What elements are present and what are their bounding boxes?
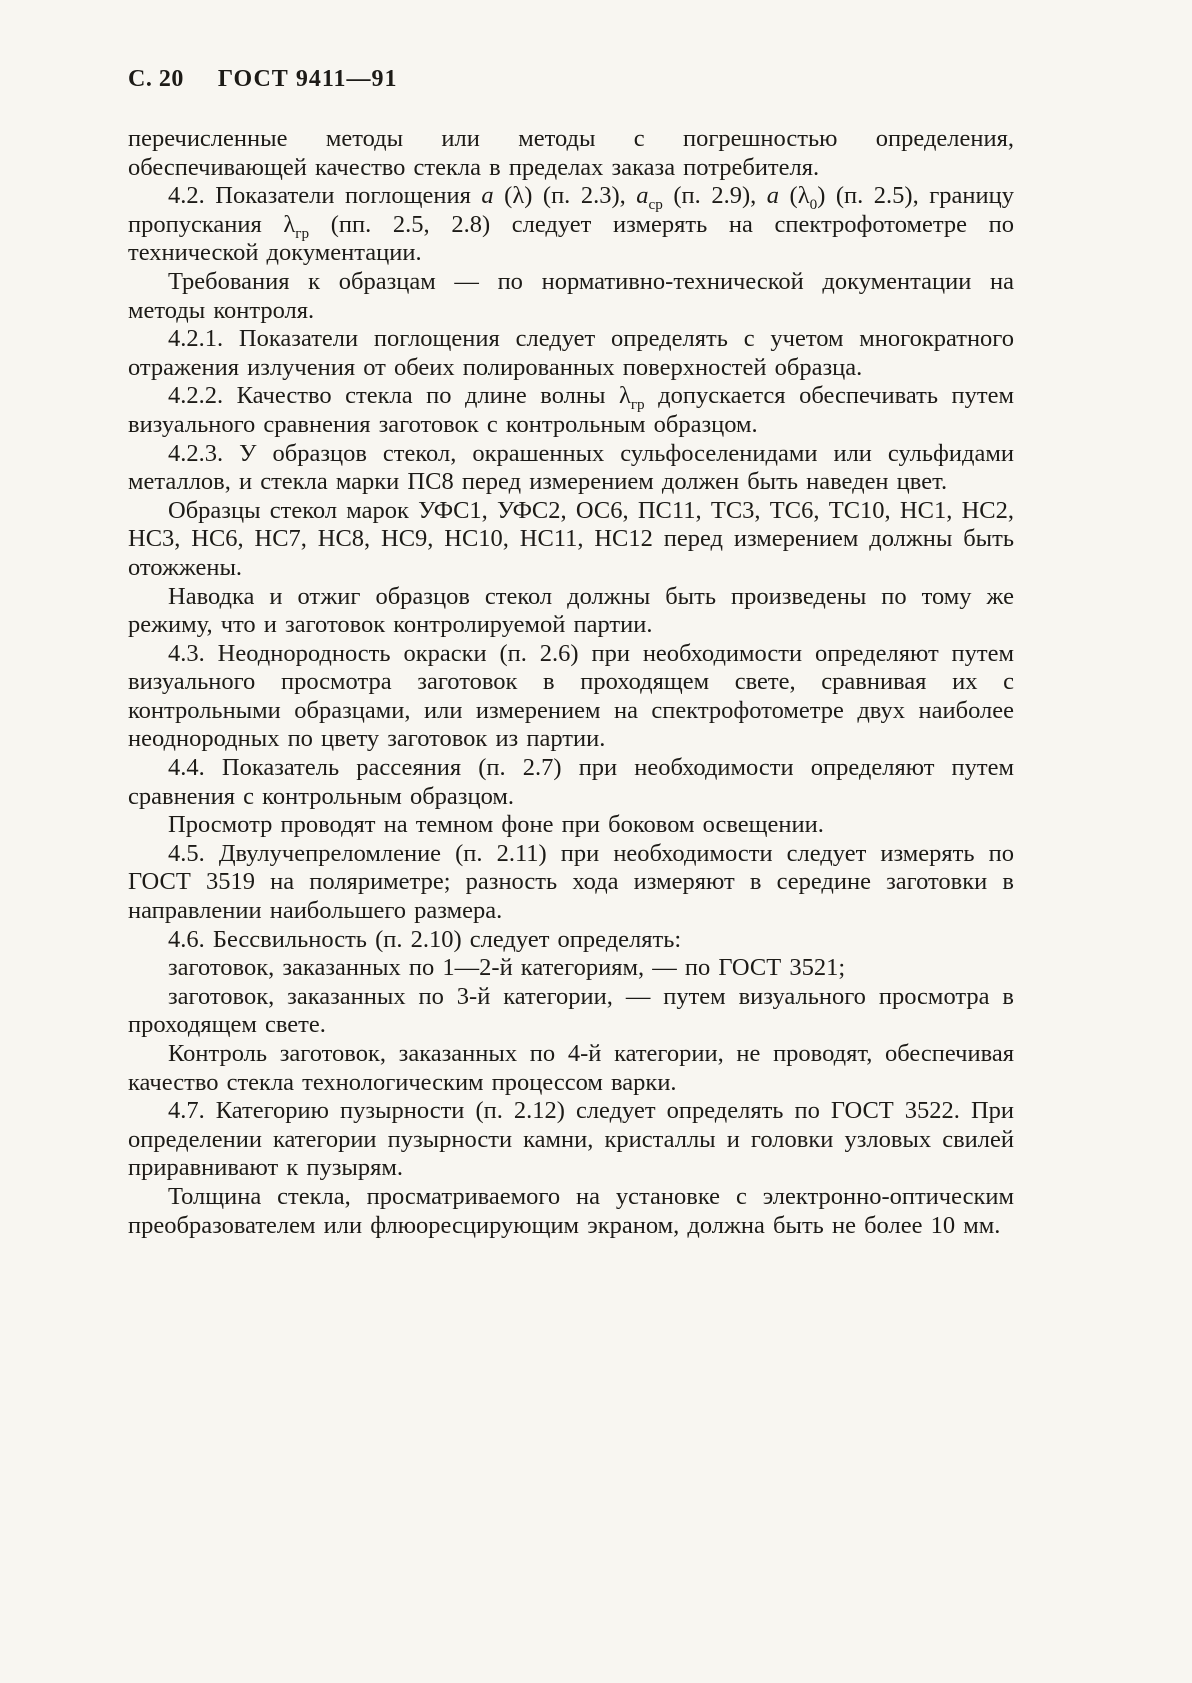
text-run: 4.2.3. У образцов стекол, окрашенных сульфоселенидами или сульфидами металлов, и стекла марки ПС8 перед измерением должен быть наведен цвет.: [128, 439, 1014, 496]
paragraph: [128, 1183, 1014, 1240]
text-run: Образцы стекол марок УФС1, УФС2, ОС6, ПС11, ТС3, ТС6, ТС10, НС1, НС2, НС3, НС6, НС7, НС8, НС9, НС10, НС11, НС12 перед измерением должны быть отожжены.: [128, 496, 1014, 581]
paragraph: [128, 640, 1014, 754]
text-run: (λ: [779, 182, 810, 210]
text-run: Контроль заготовок, заказанных по 4-й категории, не проводят, обеспечивая качество стекла технологическим процессом варки.: [128, 1040, 1014, 1096]
text-run: (пп. 2.5, 2.8) следует измерять на спектрофотометре по технической документации.: [128, 210, 1015, 267]
subscript-text: ср: [648, 196, 663, 214]
text-run: (λ) (п. 2.3),: [493, 182, 637, 210]
paragraph: [128, 440, 1014, 497]
text-run: 4.4. Показатель рассеяния (п. 2.7) при необходимости определяют путем сравнения с контрольным образцом.: [128, 754, 1014, 810]
text-run: a: [481, 182, 494, 210]
text-run: ) (п. 2.5), границу пропускания λ: [128, 182, 1014, 238]
subscript-text: 0: [809, 196, 818, 214]
text-run: 4.3. Неоднородность окраски (п. 2.6) при необходимости определяют путем визуального просмотра заготовок в проходящем свете, сравнивая их с контрольными образцами, или измерением на спектрофотометре двух наиболее неоднородных по цвету заготовок из партии.: [128, 639, 1014, 753]
text-run: заготовок, заказанных по 3-й категории, — путем визуального просмотра в проходящем свете.: [128, 982, 1014, 1039]
paragraph: [128, 497, 1014, 583]
text-run: перечисленные методы или методы с погрешностью определения, обеспечивающей качество стекла в пределах заказа потребителя.: [128, 125, 1014, 181]
text-run: допускается обеспечивать путем визуального сравнения заготовок с контрольным образцом.: [128, 382, 1014, 438]
text-run: 4.2.1. Показатели поглощения следует определять с учетом многократного отражения излучения от обеих полированных поверхностей образца.: [128, 325, 1014, 381]
text-run: 4.6. Бессвильность (п. 2.10) следует определять:: [168, 925, 682, 953]
page-number: С. 20: [128, 66, 184, 92]
page-header: [128, 66, 1014, 93]
paragraph: [128, 1097, 1014, 1183]
text-run: 4.2. Показатели поглощения: [168, 182, 482, 210]
paragraph: [128, 926, 1014, 955]
page-content: [128, 66, 1014, 1240]
paragraph: [128, 382, 1014, 439]
paragraph: [128, 583, 1014, 640]
document-number: ГОСТ 9411—91: [217, 66, 398, 92]
paragraph: [128, 325, 1014, 382]
text-run: 4.2.2. Качество стекла по длине волны λ: [168, 382, 631, 410]
text-run: 4.5. Двулучепреломление (п. 2.11) при необходимости следует измерять по ГОСТ 3519 на поляриметре; разность хода измеряют в середине заготовки в направлении наибольшего размера.: [128, 839, 1014, 925]
text-run: Просмотр проводят на темном фоне при боковом освещении.: [168, 811, 824, 839]
text-run: (п. 2.9),: [662, 182, 767, 210]
paragraph: [128, 811, 1014, 840]
text-run: a: [636, 182, 649, 210]
text-run: заготовок, заказанных по 1—2-й категориям, — по ГОСТ 3521;: [168, 954, 846, 982]
text-run: a: [766, 182, 780, 210]
subscript-text: гр: [295, 224, 310, 242]
text-run: Толщина стекла, просматриваемого на установке с электронно-оптическим преобразователем или флюоресцирующим экраном, должна быть не более 10 мм.: [128, 1182, 1014, 1239]
paragraph: [128, 840, 1014, 926]
paragraph: [128, 268, 1014, 325]
subscript-text: гр: [630, 396, 645, 414]
paragraph: [128, 954, 1014, 983]
text-run: 4.7. Категорию пузырности (п. 2.12) следует определять по ГОСТ 3522. При определении категории пузырности камни, кристаллы и головки узловых свилей приравнивают к пузырям.: [128, 1097, 1014, 1182]
paragraph: [128, 754, 1014, 811]
text-run: Наводка и отжиг образцов стекол должны быть произведены по тому же режиму, что и заготовок контролируемой партии.: [128, 582, 1014, 639]
paragraph: [128, 983, 1014, 1040]
text-run: Требования к образцам — по нормативно-технической документации на методы контроля.: [128, 267, 1014, 324]
paragraph: [128, 1040, 1014, 1097]
paragraph: [128, 182, 1014, 268]
document-body: [128, 125, 1014, 1240]
paragraph: [128, 125, 1014, 182]
